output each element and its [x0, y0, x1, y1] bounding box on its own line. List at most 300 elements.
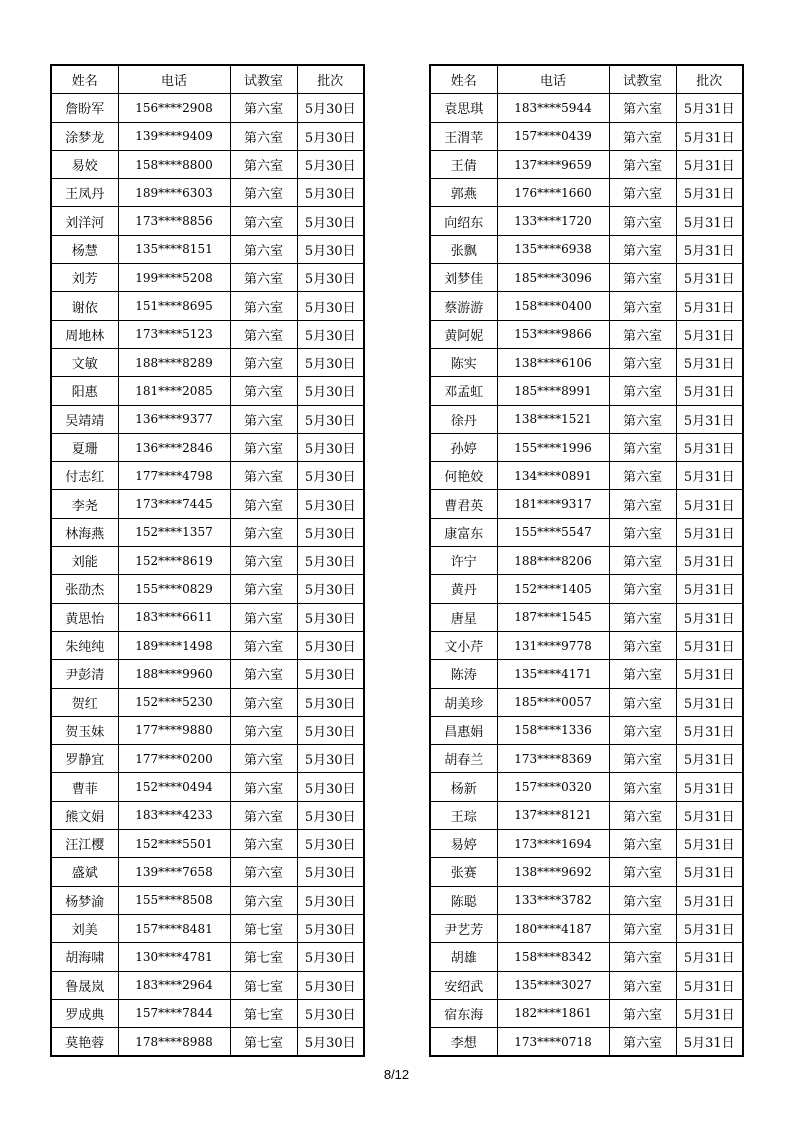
name-cell: 徐丹 [430, 405, 497, 433]
header-batch: 批次 [676, 65, 743, 94]
batch-cell: 5月31日 [676, 377, 743, 405]
name-cell: 郭燕 [430, 179, 497, 207]
classroom-cell: 第六室 [609, 1028, 676, 1057]
batch-cell: 5月30日 [297, 745, 364, 773]
classroom-cell: 第七室 [230, 943, 297, 971]
phone-cell: 133****1720 [497, 207, 609, 235]
batch-cell: 5月31日 [676, 320, 743, 348]
phone-cell: 189****1498 [118, 631, 230, 659]
classroom-cell: 第六室 [609, 745, 676, 773]
table-row [430, 971, 743, 999]
table-row [51, 518, 364, 546]
batch-cell: 5月30日 [297, 264, 364, 292]
phone-cell: 157****7844 [118, 999, 230, 1027]
name-cell: 宿东海 [430, 999, 497, 1027]
batch-cell: 5月30日 [297, 575, 364, 603]
classroom-cell: 第六室 [609, 490, 676, 518]
classroom-cell: 第六室 [609, 320, 676, 348]
batch-cell: 5月31日 [676, 1028, 743, 1057]
batch-cell: 5月30日 [297, 631, 364, 659]
name-cell: 文敏 [51, 348, 118, 376]
phone-cell: 152****1357 [118, 518, 230, 546]
phone-cell: 138****9692 [497, 858, 609, 886]
classroom-cell: 第六室 [230, 320, 297, 348]
batch-cell: 5月30日 [297, 914, 364, 942]
table-row [430, 405, 743, 433]
classroom-cell: 第六室 [609, 433, 676, 461]
classroom-cell: 第六室 [230, 122, 297, 150]
batch-cell: 5月31日 [676, 999, 743, 1027]
name-cell: 盛斌 [51, 858, 118, 886]
name-cell: 胡雄 [430, 943, 497, 971]
table-row [430, 999, 743, 1027]
phone-cell: 180****4187 [497, 914, 609, 942]
table-row [51, 264, 364, 292]
batch-cell: 5月31日 [676, 207, 743, 235]
phone-cell: 183****6611 [118, 603, 230, 631]
batch-cell: 5月30日 [297, 320, 364, 348]
batch-cell: 5月31日 [676, 773, 743, 801]
classroom-cell: 第六室 [230, 150, 297, 178]
batch-cell: 5月31日 [676, 943, 743, 971]
phone-cell: 183****4233 [118, 801, 230, 829]
phone-cell: 138****6106 [497, 348, 609, 376]
name-cell: 吴靖靖 [51, 405, 118, 433]
name-cell: 阳惠 [51, 377, 118, 405]
batch-cell: 5月30日 [297, 405, 364, 433]
phone-cell: 176****1660 [497, 179, 609, 207]
phone-cell: 173****5123 [118, 320, 230, 348]
table-row [51, 773, 364, 801]
batch-cell: 5月31日 [676, 235, 743, 263]
phone-cell: 173****8369 [497, 745, 609, 773]
classroom-cell: 第六室 [609, 660, 676, 688]
batch-cell: 5月30日 [297, 971, 364, 999]
phone-cell: 183****5944 [497, 94, 609, 122]
phone-cell: 189****6303 [118, 179, 230, 207]
table-row [430, 688, 743, 716]
batch-cell: 5月30日 [297, 348, 364, 376]
name-cell: 袁思琪 [430, 94, 497, 122]
name-cell: 文小芹 [430, 631, 497, 659]
table-row [430, 462, 743, 490]
classroom-cell: 第六室 [230, 801, 297, 829]
table-row [430, 348, 743, 376]
table-row [51, 405, 364, 433]
phone-cell: 173****0718 [497, 1028, 609, 1057]
name-cell: 熊文娟 [51, 801, 118, 829]
classroom-cell: 第六室 [230, 660, 297, 688]
phone-cell: 134****0891 [497, 462, 609, 490]
batch-cell: 5月31日 [676, 886, 743, 914]
header-phone: 电话 [497, 65, 609, 94]
batch-cell: 5月31日 [676, 688, 743, 716]
batch-cell: 5月30日 [297, 688, 364, 716]
phone-cell: 173****1694 [497, 830, 609, 858]
name-cell: 昌惠娟 [430, 716, 497, 744]
name-cell: 涂梦龙 [51, 122, 118, 150]
phone-cell: 157****8481 [118, 914, 230, 942]
table-row [430, 433, 743, 461]
batch-cell: 5月30日 [297, 207, 364, 235]
classroom-cell: 第六室 [609, 207, 676, 235]
classroom-cell: 第六室 [230, 264, 297, 292]
name-cell: 王凤丹 [51, 179, 118, 207]
left-roster-table [50, 64, 365, 1057]
right-table-body [430, 94, 743, 1057]
batch-cell: 5月30日 [297, 660, 364, 688]
table-row [51, 1028, 364, 1057]
classroom-cell: 第六室 [609, 830, 676, 858]
phone-cell: 185****3096 [497, 264, 609, 292]
classroom-cell: 第七室 [230, 914, 297, 942]
table-row [430, 94, 743, 122]
name-cell: 黄丹 [430, 575, 497, 603]
phone-cell: 151****8695 [118, 292, 230, 320]
name-cell: 罗成典 [51, 999, 118, 1027]
phone-cell: 155****0829 [118, 575, 230, 603]
batch-cell: 5月30日 [297, 547, 364, 575]
batch-cell: 5月31日 [676, 971, 743, 999]
table-row [430, 207, 743, 235]
table-row [51, 631, 364, 659]
name-cell: 尹彭清 [51, 660, 118, 688]
name-cell: 付志红 [51, 462, 118, 490]
phone-cell: 133****3782 [497, 886, 609, 914]
name-cell: 唐星 [430, 603, 497, 631]
phone-cell: 178****8988 [118, 1028, 230, 1057]
batch-cell: 5月31日 [676, 150, 743, 178]
table-row [430, 943, 743, 971]
table-row [430, 745, 743, 773]
phone-cell: 177****9880 [118, 716, 230, 744]
table-row [51, 660, 364, 688]
classroom-cell: 第六室 [609, 462, 676, 490]
batch-cell: 5月30日 [297, 886, 364, 914]
phone-cell: 158****1336 [497, 716, 609, 744]
name-cell: 许宁 [430, 547, 497, 575]
batch-cell: 5月31日 [676, 179, 743, 207]
table-row [430, 660, 743, 688]
name-cell: 黄思怡 [51, 603, 118, 631]
classroom-cell: 第六室 [230, 688, 297, 716]
batch-cell: 5月30日 [297, 150, 364, 178]
table-row [430, 830, 743, 858]
batch-cell: 5月31日 [676, 348, 743, 376]
classroom-cell: 第六室 [230, 433, 297, 461]
table-row [430, 179, 743, 207]
phone-cell: 152****1405 [497, 575, 609, 603]
phone-cell: 158****0400 [497, 292, 609, 320]
batch-cell: 5月30日 [297, 858, 364, 886]
classroom-cell: 第六室 [609, 943, 676, 971]
name-cell: 陈实 [430, 348, 497, 376]
batch-cell: 5月30日 [297, 801, 364, 829]
name-cell: 刘美 [51, 914, 118, 942]
batch-cell: 5月31日 [676, 914, 743, 942]
classroom-cell: 第六室 [609, 971, 676, 999]
batch-cell: 5月31日 [676, 94, 743, 122]
left-table-body [51, 94, 364, 1057]
table-row [430, 631, 743, 659]
phone-cell: 177****4798 [118, 462, 230, 490]
phone-cell: 155****1996 [497, 433, 609, 461]
table-row [430, 122, 743, 150]
batch-cell: 5月31日 [676, 490, 743, 518]
classroom-cell: 第六室 [609, 518, 676, 546]
name-cell: 周地林 [51, 320, 118, 348]
table-row [430, 858, 743, 886]
batch-cell: 5月30日 [297, 122, 364, 150]
phone-cell: 173****8856 [118, 207, 230, 235]
name-cell: 康富东 [430, 518, 497, 546]
phone-cell: 158****8800 [118, 150, 230, 178]
classroom-cell: 第六室 [230, 462, 297, 490]
phone-cell: 139****7658 [118, 858, 230, 886]
table-row [51, 603, 364, 631]
table-row [430, 320, 743, 348]
batch-cell: 5月30日 [297, 716, 364, 744]
batch-cell: 5月30日 [297, 518, 364, 546]
name-cell: 张飘 [430, 235, 497, 263]
table-row [51, 575, 364, 603]
name-cell: 尹艺芳 [430, 914, 497, 942]
classroom-cell: 第六室 [230, 745, 297, 773]
classroom-cell: 第六室 [230, 830, 297, 858]
header-row [430, 65, 743, 94]
classroom-cell: 第七室 [230, 971, 297, 999]
name-cell: 汪江樱 [51, 830, 118, 858]
phone-cell: 137****8121 [497, 801, 609, 829]
batch-cell: 5月30日 [297, 999, 364, 1027]
phone-cell: 138****1521 [497, 405, 609, 433]
table-row [430, 716, 743, 744]
table-row [430, 547, 743, 575]
batch-cell: 5月30日 [297, 377, 364, 405]
batch-cell: 5月30日 [297, 433, 364, 461]
classroom-cell: 第六室 [230, 603, 297, 631]
table-row [51, 914, 364, 942]
classroom-cell: 第七室 [230, 999, 297, 1027]
table-row [51, 150, 364, 178]
name-cell: 孙婷 [430, 433, 497, 461]
table-row [430, 292, 743, 320]
header-row [51, 65, 364, 94]
classroom-cell: 第六室 [609, 575, 676, 603]
table-row [51, 122, 364, 150]
classroom-cell: 第六室 [609, 999, 676, 1027]
table-row [430, 235, 743, 263]
table-row [51, 971, 364, 999]
name-cell: 李尧 [51, 490, 118, 518]
phone-cell: 158****8342 [497, 943, 609, 971]
name-cell: 莫艳蓉 [51, 1028, 118, 1057]
name-cell: 杨新 [430, 773, 497, 801]
table-row [51, 830, 364, 858]
classroom-cell: 第六室 [609, 547, 676, 575]
name-cell: 陈聪 [430, 886, 497, 914]
classroom-cell: 第六室 [609, 179, 676, 207]
table-row [430, 490, 743, 518]
table-row [51, 886, 364, 914]
phone-cell: 185****8991 [497, 377, 609, 405]
table-row [51, 179, 364, 207]
table-row [51, 858, 364, 886]
batch-cell: 5月31日 [676, 660, 743, 688]
name-cell: 张劭杰 [51, 575, 118, 603]
phone-cell: 153****9866 [497, 320, 609, 348]
batch-cell: 5月31日 [676, 292, 743, 320]
phone-cell: 152****5501 [118, 830, 230, 858]
phone-cell: 136****9377 [118, 405, 230, 433]
phone-cell: 139****9409 [118, 122, 230, 150]
name-cell: 易婷 [430, 830, 497, 858]
phone-cell: 152****0494 [118, 773, 230, 801]
table-row [51, 943, 364, 971]
name-cell: 詹盼军 [51, 94, 118, 122]
batch-cell: 5月31日 [676, 830, 743, 858]
phone-cell: 177****0200 [118, 745, 230, 773]
right-roster-table [429, 64, 744, 1057]
table-row [430, 886, 743, 914]
classroom-cell: 第六室 [230, 405, 297, 433]
table-row [430, 1028, 743, 1057]
phone-cell: 135****6938 [497, 235, 609, 263]
phone-cell: 187****1545 [497, 603, 609, 631]
phone-cell: 155****5547 [497, 518, 609, 546]
batch-cell: 5月31日 [676, 858, 743, 886]
classroom-cell: 第六室 [230, 547, 297, 575]
table-row [430, 773, 743, 801]
phone-cell: 135****8151 [118, 235, 230, 263]
phone-cell: 157****0439 [497, 122, 609, 150]
phone-cell: 152****8619 [118, 547, 230, 575]
batch-cell: 5月30日 [297, 603, 364, 631]
name-cell: 鲁晟岚 [51, 971, 118, 999]
classroom-cell: 第六室 [609, 405, 676, 433]
batch-cell: 5月30日 [297, 1028, 364, 1057]
table-row [430, 150, 743, 178]
batch-cell: 5月31日 [676, 264, 743, 292]
name-cell: 胡美珍 [430, 688, 497, 716]
batch-cell: 5月31日 [676, 745, 743, 773]
name-cell: 罗静宜 [51, 745, 118, 773]
phone-cell: 135****4171 [497, 660, 609, 688]
classroom-cell: 第六室 [609, 235, 676, 263]
table-row [51, 235, 364, 263]
batch-cell: 5月31日 [676, 433, 743, 461]
table-row [430, 801, 743, 829]
classroom-cell: 第六室 [230, 518, 297, 546]
name-cell: 贺玉妹 [51, 716, 118, 744]
table-row [51, 292, 364, 320]
name-cell: 胡春兰 [430, 745, 497, 773]
batch-cell: 5月31日 [676, 518, 743, 546]
table-row [51, 207, 364, 235]
classroom-cell: 第六室 [230, 858, 297, 886]
header-phone: 电话 [118, 65, 230, 94]
classroom-cell: 第六室 [230, 235, 297, 263]
phone-cell: 182****1861 [497, 999, 609, 1027]
page-number: 8/12 [383, 1067, 410, 1082]
batch-cell: 5月31日 [676, 462, 743, 490]
batch-cell: 5月30日 [297, 490, 364, 518]
batch-cell: 5月30日 [297, 235, 364, 263]
table-row [51, 94, 364, 122]
header-name: 姓名 [430, 65, 497, 94]
phone-cell: 137****9659 [497, 150, 609, 178]
classroom-cell: 第六室 [230, 716, 297, 744]
header-batch: 批次 [297, 65, 364, 94]
name-cell: 黄阿妮 [430, 320, 497, 348]
table-row [51, 490, 364, 518]
batch-cell: 5月31日 [676, 575, 743, 603]
phone-cell: 135****3027 [497, 971, 609, 999]
classroom-cell: 第六室 [609, 603, 676, 631]
table-row [51, 547, 364, 575]
phone-cell: 199****5208 [118, 264, 230, 292]
classroom-cell: 第六室 [230, 490, 297, 518]
batch-cell: 5月31日 [676, 631, 743, 659]
classroom-cell: 第六室 [230, 94, 297, 122]
classroom-cell: 第六室 [230, 348, 297, 376]
phone-cell: 188****8206 [497, 547, 609, 575]
phone-cell: 130****4781 [118, 943, 230, 971]
batch-cell: 5月31日 [676, 801, 743, 829]
name-cell: 陈涛 [430, 660, 497, 688]
name-cell: 易姣 [51, 150, 118, 178]
batch-cell: 5月31日 [676, 547, 743, 575]
classroom-cell: 第六室 [230, 886, 297, 914]
batch-cell: 5月30日 [297, 179, 364, 207]
table-row [51, 377, 364, 405]
name-cell: 谢依 [51, 292, 118, 320]
table-row [51, 999, 364, 1027]
table-row [51, 745, 364, 773]
phone-cell: 181****2085 [118, 377, 230, 405]
classroom-cell: 第六室 [609, 348, 676, 376]
name-cell: 贺红 [51, 688, 118, 716]
header-name: 姓名 [51, 65, 118, 94]
table-row [51, 462, 364, 490]
classroom-cell: 第六室 [230, 773, 297, 801]
name-cell: 王渭苹 [430, 122, 497, 150]
table-row [51, 320, 364, 348]
classroom-cell: 第六室 [609, 688, 676, 716]
name-cell: 刘能 [51, 547, 118, 575]
classroom-cell: 第六室 [609, 716, 676, 744]
name-cell: 杨慧 [51, 235, 118, 263]
classroom-cell: 第七室 [230, 1028, 297, 1057]
classroom-cell: 第六室 [609, 94, 676, 122]
header-classroom: 试教室 [230, 65, 297, 94]
name-cell: 夏珊 [51, 433, 118, 461]
classroom-cell: 第六室 [230, 179, 297, 207]
classroom-cell: 第六室 [230, 575, 297, 603]
classroom-cell: 第六室 [609, 858, 676, 886]
table-row [51, 716, 364, 744]
table-row [430, 264, 743, 292]
name-cell: 杨梦渝 [51, 886, 118, 914]
classroom-cell: 第六室 [609, 631, 676, 659]
phone-cell: 136****2846 [118, 433, 230, 461]
batch-cell: 5月31日 [676, 405, 743, 433]
phone-cell: 152****5230 [118, 688, 230, 716]
classroom-cell: 第六室 [230, 377, 297, 405]
table-row [51, 433, 364, 461]
name-cell: 王琮 [430, 801, 497, 829]
header-classroom: 试教室 [609, 65, 676, 94]
